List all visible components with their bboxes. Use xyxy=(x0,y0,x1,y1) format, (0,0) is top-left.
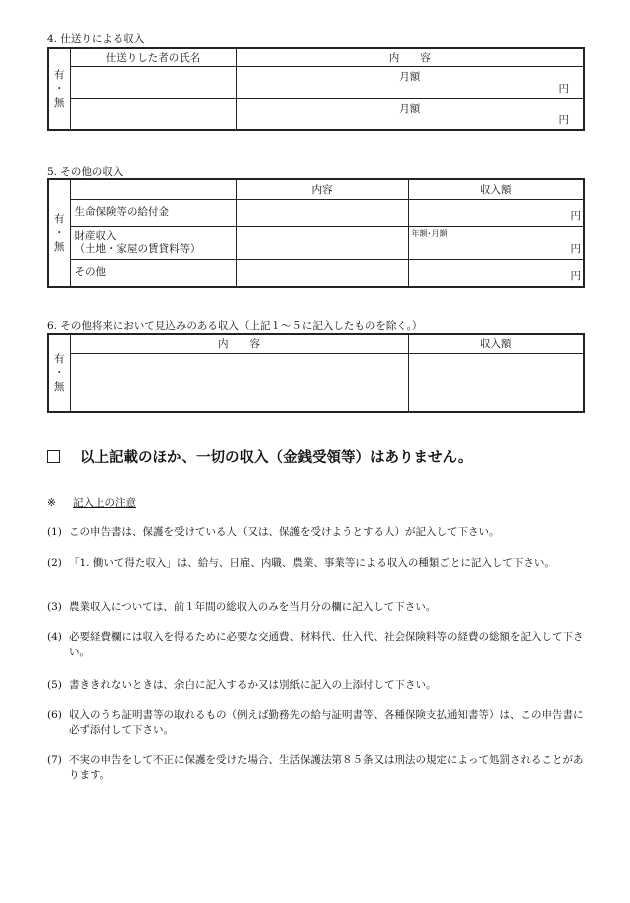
col-header-name: 仕送りした者の氏名 xyxy=(70,48,236,66)
note-item xyxy=(47,753,587,783)
declaration-checkbox[interactable] xyxy=(47,450,60,463)
amount-field[interactable] xyxy=(408,226,584,259)
note-text: 書ききれないときは、余白に記入するか又は別紙に記入の上添付して下さい。 xyxy=(69,679,437,691)
note-item xyxy=(47,600,587,615)
row-label-line2: （土地・家屋の賃貸料等） xyxy=(74,242,201,255)
notes-heading xyxy=(47,495,136,510)
ari-label: 有 xyxy=(54,69,65,81)
declaration-text: 以上記載のほか、一切の収入（金銭受領等）はありません。 xyxy=(80,449,473,466)
note-number: (7) xyxy=(47,754,62,766)
row-label xyxy=(70,226,236,259)
yen-label: 円 xyxy=(570,209,581,222)
section6-title: 6. その他将来において見込みのある収入（上記１～５に記入したものを除く。） xyxy=(47,320,423,332)
col-header-content: 内容 xyxy=(236,179,408,199)
ari-label: 有 xyxy=(54,353,65,365)
note-text: 農業収入については、前１年間の総収入のみを当月分の欄に記入して下さい。 xyxy=(69,601,437,613)
note-text: この申告書は、保護を受けている人（又は、保護を受けようとする人）が記入して下さい。 xyxy=(69,526,500,538)
amount-field[interactable] xyxy=(408,353,584,412)
content-field[interactable] xyxy=(236,259,408,287)
note-number: (3) xyxy=(47,601,62,613)
col-header-amount: 収入額 xyxy=(408,334,584,353)
monthly-label: 月額 xyxy=(399,70,421,83)
yen-label: 円 xyxy=(558,114,569,126)
note-text: 収入のうち証明書等の取れるもの（例えば勤務先の給与証明書等、各種保険支払通知書等）は、この申告書に必ず添付して下さい。 xyxy=(69,709,584,736)
note-number: (5) xyxy=(47,679,62,691)
amount-field[interactable] xyxy=(408,259,584,287)
declaration xyxy=(47,446,472,467)
yen-label: 円 xyxy=(570,242,581,255)
amount-field[interactable] xyxy=(408,199,584,226)
note-item xyxy=(47,556,587,571)
col-header-content: 内 容 xyxy=(236,48,584,66)
row-label: その他 xyxy=(70,259,236,287)
yen-label: 円 xyxy=(558,82,569,95)
nashi-label: 無 xyxy=(54,97,65,109)
content-field[interactable] xyxy=(236,226,408,259)
content-field[interactable] xyxy=(70,353,408,412)
monthly-amount-field[interactable] xyxy=(236,66,584,98)
note-number: (4) xyxy=(47,631,62,643)
note-number: (1) xyxy=(47,526,62,538)
dot-label: ・ xyxy=(54,227,65,239)
ari-label: 有 xyxy=(54,213,65,225)
note-number: (2) xyxy=(47,557,62,569)
note-number: (6) xyxy=(47,709,62,721)
row-label: 生命保険等の給付金 xyxy=(70,199,236,226)
dot-label: ・ xyxy=(54,83,65,95)
content-field[interactable] xyxy=(236,199,408,226)
note-item xyxy=(47,525,587,540)
section5-table xyxy=(47,178,585,288)
nashi-label: 無 xyxy=(54,381,65,393)
note-text: 「1. 働いて得た収入」は、給与、日雇、内職、農業、事業等による収入の種類ごとに記入して下さい。 xyxy=(69,557,555,569)
sender-name-field[interactable] xyxy=(70,98,236,130)
ari-nashi-cell[interactable] xyxy=(48,334,70,412)
annual-monthly-note: 年額･月額 xyxy=(411,228,448,238)
monthly-amount-field[interactable] xyxy=(236,98,584,130)
note-item xyxy=(47,708,587,738)
notes-heading-text: 記入上の注意 xyxy=(73,497,136,509)
note-text: 不実の申告をして不正に保護を受けた場合、生活保護法第８５条又は刑法の規定によって処罰されることがあります。 xyxy=(69,754,584,781)
note-item xyxy=(47,678,587,693)
nashi-label: 無 xyxy=(54,241,65,253)
col-header-amount: 収入額 xyxy=(408,179,584,199)
ari-nashi-cell[interactable] xyxy=(48,48,70,130)
ari-nashi-cell[interactable] xyxy=(48,179,70,287)
note-item xyxy=(47,630,587,660)
section6-table xyxy=(47,333,585,413)
dot-label: ・ xyxy=(54,367,65,379)
section5-title: 5. その他の収入 xyxy=(47,166,124,178)
row-label-line1: 財産収入 xyxy=(74,229,117,242)
asterisk-mark: ※ xyxy=(47,497,56,509)
blank-header xyxy=(70,179,236,199)
section4-title: 4. 仕送りによる収入 xyxy=(47,33,145,45)
sender-name-field[interactable] xyxy=(70,66,236,98)
yen-label: 円 xyxy=(570,270,581,282)
note-text: 必要経費欄には収入を得るために必要な交通費、材料代、仕入代、社会保険料等の経費の総額を記入して下さい。 xyxy=(69,631,584,658)
section4-table xyxy=(47,47,585,131)
monthly-label: 月額 xyxy=(399,102,421,115)
col-header-content: 内 容 xyxy=(70,334,408,353)
